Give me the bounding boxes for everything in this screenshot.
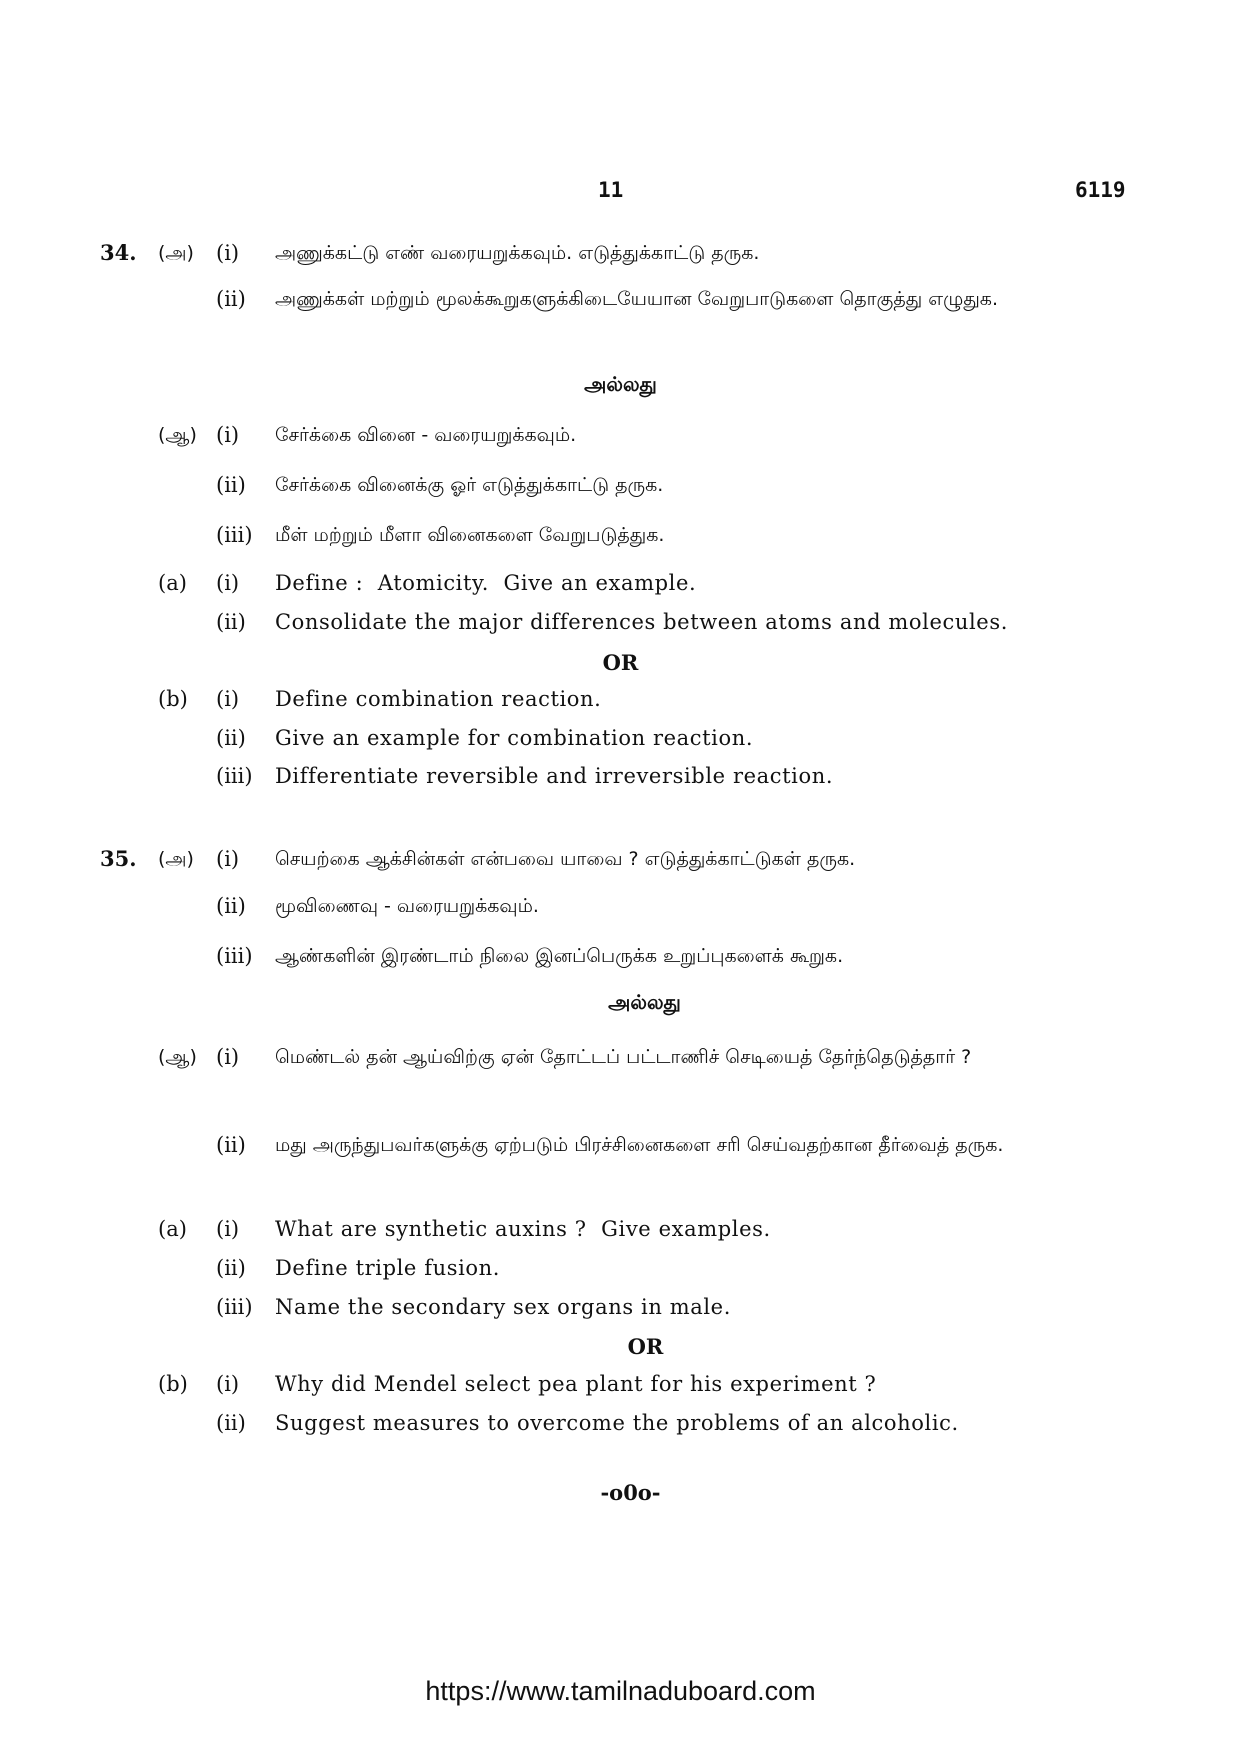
or-separator-en: OR xyxy=(627,1334,664,1359)
sub-label: (ii) xyxy=(216,287,246,311)
question-text: Suggest measures to overcome the problems of an alcoholic. xyxy=(275,1411,959,1435)
part-label: (அ) xyxy=(158,848,194,870)
sub-label: (i) xyxy=(216,241,240,265)
question-text: மூவிணைவு - வரையறுக்கவும். xyxy=(275,895,539,917)
question-text: மெண்டல் தன் ஆய்விற்கு ஏன் தோட்டப் பட்டாணிச் செடியைத் தேர்ந்தெடுத்தார் ? xyxy=(275,1046,972,1068)
sub-label: (iii) xyxy=(216,764,253,788)
sub-label: (i) xyxy=(216,1045,240,1069)
question-text: சேர்க்கை வினைக்கு ஓர் எடுத்துக்காட்டு தருக. xyxy=(275,474,664,496)
question-text: Give an example for combination reaction. xyxy=(275,726,754,750)
part-label: (a) xyxy=(158,571,187,595)
sub-label: (ii) xyxy=(216,1411,246,1435)
sub-label: (ii) xyxy=(216,610,246,634)
sub-label: (iii) xyxy=(216,1295,253,1319)
question-text: ஆண்களின் இரண்டாம் நிலை இனப்பெருக்க உறுப்புகளைக் கூறுக. xyxy=(275,945,844,967)
question-text: Differentiate reversible and irreversible reaction. xyxy=(275,764,834,788)
sub-label: (ii) xyxy=(216,1133,246,1157)
question-text: அணுக்கள் மற்றும் மூலக்கூறுகளுக்கிடையேயான வேறுபாடுகளை தொகுத்து எழுதுக. xyxy=(275,288,999,310)
question-text: அணுக்கட்டு எண் வரையறுக்கவும். எடுத்துக்காட்டு தருக. xyxy=(275,242,760,264)
sub-label: (ii) xyxy=(216,1256,246,1280)
footer-url[interactable]: https://www.tamilnaduboard.com xyxy=(425,1676,816,1706)
sub-label: (i) xyxy=(216,847,240,871)
page-number: 11 xyxy=(598,178,624,202)
sub-label: (iii) xyxy=(216,523,253,547)
sub-label: (iii) xyxy=(216,944,253,968)
sub-label: (i) xyxy=(216,687,240,711)
question-text: செயற்கை ஆக்சின்கள் என்பவை யாவை ? எடுத்துக்காட்டுகள் தருக. xyxy=(275,848,856,870)
paper-code: 6119 xyxy=(1075,178,1126,202)
sub-label: (i) xyxy=(216,1217,240,1241)
part-label: (ஆ) xyxy=(158,424,197,446)
end-mark: -o0o- xyxy=(600,1480,661,1505)
question-number: 35. xyxy=(100,846,137,871)
question-number: 34. xyxy=(100,240,137,265)
sub-label: (i) xyxy=(216,571,240,595)
or-separator-ta: அல்லது xyxy=(584,372,657,396)
question-text: சேர்க்கை வினை - வரையறுக்கவும். xyxy=(275,424,577,446)
part-label: (b) xyxy=(158,687,188,711)
sub-label: (ii) xyxy=(216,726,246,750)
part-label: (b) xyxy=(158,1372,188,1396)
question-text: Define : Atomicity. Give an example. xyxy=(275,571,697,595)
question-text: மீள் மற்றும் மீளா வினைகளை வேறுபடுத்துக. xyxy=(275,524,665,546)
sub-label: (i) xyxy=(216,1372,240,1396)
sub-label: (ii) xyxy=(216,894,246,918)
question-text: Consolidate the major differences between atoms and molecules. xyxy=(275,610,1008,634)
sub-label: (ii) xyxy=(216,473,246,497)
or-separator-ta: அல்லது xyxy=(608,990,681,1014)
part-label: (அ) xyxy=(158,242,194,264)
question-text: Why did Mendel select pea plant for his experiment ? xyxy=(275,1372,877,1396)
sub-label: (i) xyxy=(216,423,240,447)
question-text: Define combination reaction. xyxy=(275,687,602,711)
or-separator-en: OR xyxy=(602,650,639,675)
question-text: What are synthetic auxins ? Give examples. xyxy=(275,1217,771,1241)
part-label: (ஆ) xyxy=(158,1046,197,1068)
part-label: (a) xyxy=(158,1217,187,1241)
question-text: மது அருந்துபவர்களுக்கு ஏற்படும் பிரச்சினைகளை சரி செய்வதற்கான தீர்வைத் தருக. xyxy=(275,1134,1004,1156)
question-text: Name the secondary sex organs in male. xyxy=(275,1295,731,1319)
question-text: Define triple fusion. xyxy=(275,1256,501,1280)
